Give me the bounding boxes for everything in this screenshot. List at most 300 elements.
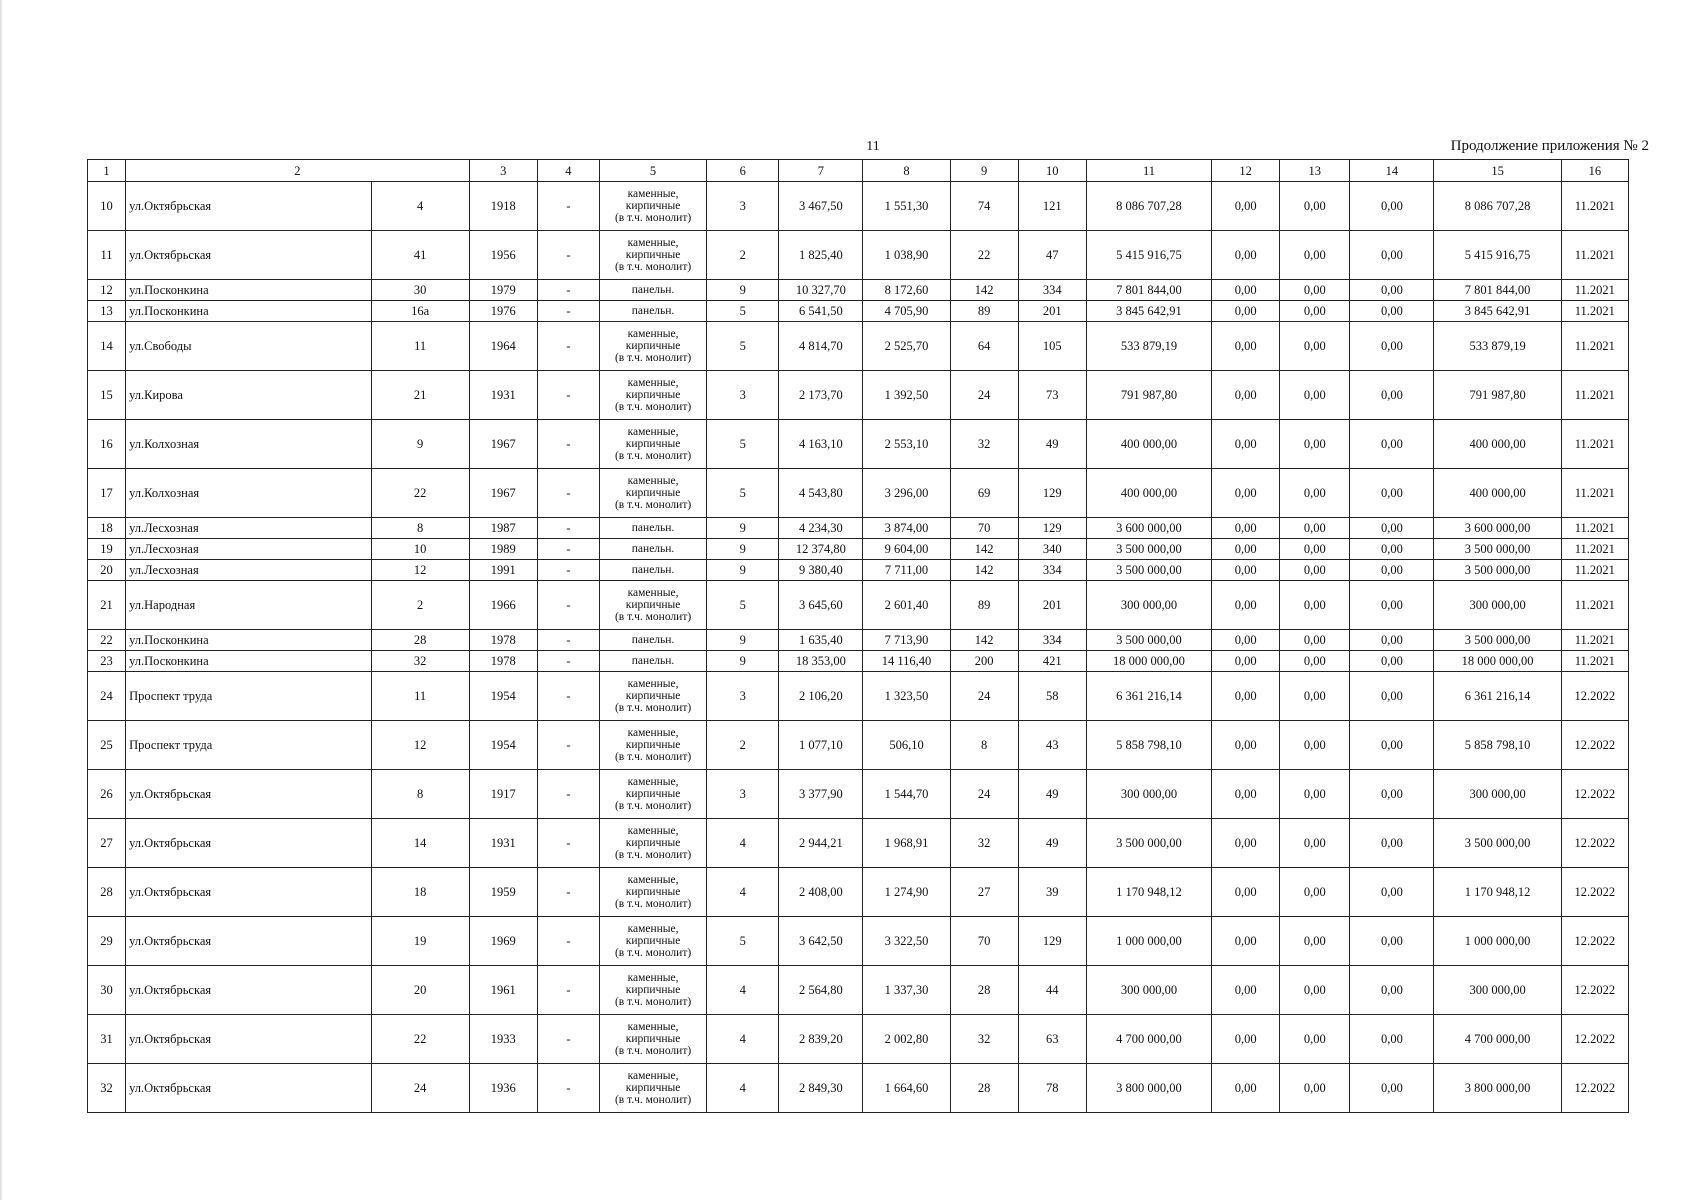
floors-cell: 5 xyxy=(707,322,779,371)
total-cost-cell: 4 700 000,00 xyxy=(1086,1015,1211,1064)
column-15-cell: 18 000 000,00 xyxy=(1434,651,1561,672)
floors-cell: 3 xyxy=(707,182,779,231)
deadline-cell: 12.2022 xyxy=(1561,917,1628,966)
column-12-cell: 0,00 xyxy=(1212,819,1280,868)
column-7-cell: 3 642,50 xyxy=(779,917,863,966)
column-8-cell: 1 274,90 xyxy=(863,868,950,917)
wall-material-line: каменные, xyxy=(627,678,679,690)
year-built-cell: 1967 xyxy=(469,420,537,469)
column-10-cell: 58 xyxy=(1018,672,1086,721)
house-number-cell: 11 xyxy=(371,322,469,371)
floors-cell: 4 xyxy=(707,1064,779,1113)
column-8-cell: 8 172,60 xyxy=(863,280,950,301)
table-row xyxy=(88,560,1629,581)
row-number-cell: 11 xyxy=(88,231,126,280)
table-row xyxy=(88,630,1629,651)
house-number-cell: 2 xyxy=(371,581,469,630)
column-10-cell: 44 xyxy=(1018,966,1086,1015)
column-10-cell: 334 xyxy=(1018,560,1086,581)
column-9-cell: 32 xyxy=(950,819,1018,868)
column-4-cell: - xyxy=(537,1064,599,1113)
column-7-cell: 2 944,21 xyxy=(779,819,863,868)
year-built-cell: 1967 xyxy=(469,469,537,518)
year-built-cell: 1989 xyxy=(469,539,537,560)
column-9-cell: 142 xyxy=(950,539,1018,560)
floors-cell: 2 xyxy=(707,721,779,770)
row-number-cell: 18 xyxy=(88,518,126,539)
column-14-cell: 0,00 xyxy=(1350,539,1434,560)
column-header: 4 xyxy=(537,160,599,182)
floors-cell: 5 xyxy=(707,301,779,322)
row-number-cell: 19 xyxy=(88,539,126,560)
total-cost-cell: 400 000,00 xyxy=(1086,420,1211,469)
floors-cell: 3 xyxy=(707,672,779,721)
column-12-cell: 0,00 xyxy=(1212,651,1280,672)
street-cell: Проспект труда xyxy=(126,672,371,721)
column-10-cell: 47 xyxy=(1018,231,1086,280)
deadline-cell: 11.2021 xyxy=(1561,322,1628,371)
house-number-cell: 30 xyxy=(371,280,469,301)
street-cell: ул.Октябрьская xyxy=(126,868,371,917)
column-4-cell: - xyxy=(537,371,599,420)
wall-material-line: кирпичные xyxy=(625,487,681,499)
wall-material-line: каменные, xyxy=(627,1070,679,1082)
wall-material-cell xyxy=(599,868,706,917)
year-built-cell: 1954 xyxy=(469,672,537,721)
table-row xyxy=(88,868,1629,917)
column-7-cell: 6 541,50 xyxy=(779,301,863,322)
total-cost-cell: 533 879,19 xyxy=(1086,322,1211,371)
wall-material-cell xyxy=(599,322,706,371)
total-cost-cell: 18 000 000,00 xyxy=(1086,651,1211,672)
floors-cell: 2 xyxy=(707,231,779,280)
column-7-cell: 1 077,10 xyxy=(779,721,863,770)
column-14-cell: 0,00 xyxy=(1350,1064,1434,1113)
column-13-cell: 0,00 xyxy=(1280,280,1350,301)
wall-material-cell xyxy=(599,1064,706,1113)
wall-material-line: кирпичные xyxy=(625,1033,681,1045)
table-row xyxy=(88,819,1629,868)
column-7-cell: 2 173,70 xyxy=(779,371,863,420)
column-15-cell: 3 800 000,00 xyxy=(1434,1064,1561,1113)
year-built-cell: 1931 xyxy=(469,819,537,868)
column-14-cell: 0,00 xyxy=(1350,651,1434,672)
table-row xyxy=(88,280,1629,301)
column-4-cell: - xyxy=(537,966,599,1015)
column-14-cell: 0,00 xyxy=(1350,630,1434,651)
year-built-cell: 1966 xyxy=(469,581,537,630)
year-built-cell: 1979 xyxy=(469,280,537,301)
column-10-cell: 49 xyxy=(1018,819,1086,868)
deadline-cell: 12.2022 xyxy=(1561,770,1628,819)
table-row xyxy=(88,651,1629,672)
column-4-cell: - xyxy=(537,651,599,672)
row-number-cell: 21 xyxy=(88,581,126,630)
total-cost-cell: 3 500 000,00 xyxy=(1086,539,1211,560)
column-14-cell: 0,00 xyxy=(1350,560,1434,581)
floors-cell: 3 xyxy=(707,371,779,420)
column-13-cell: 0,00 xyxy=(1280,1015,1350,1064)
wall-material-line: каменные, xyxy=(627,825,679,837)
column-10-cell: 334 xyxy=(1018,630,1086,651)
wall-material-line: каменные, xyxy=(627,475,679,487)
column-13-cell: 0,00 xyxy=(1280,672,1350,721)
column-13-cell: 0,00 xyxy=(1280,868,1350,917)
column-8-cell: 506,10 xyxy=(863,721,950,770)
row-number-cell: 15 xyxy=(88,371,126,420)
deadline-cell: 11.2021 xyxy=(1561,469,1628,518)
wall-material-line: кирпичные xyxy=(625,249,681,261)
wall-material-cell xyxy=(599,770,706,819)
year-built-cell: 1959 xyxy=(469,868,537,917)
column-13-cell: 0,00 xyxy=(1280,581,1350,630)
column-7-cell: 9 380,40 xyxy=(779,560,863,581)
column-14-cell: 0,00 xyxy=(1350,581,1434,630)
wall-material-line: каменные, xyxy=(627,1021,679,1033)
floors-cell: 5 xyxy=(707,581,779,630)
total-cost-cell: 5 415 916,75 xyxy=(1086,231,1211,280)
column-9-cell: 28 xyxy=(950,1064,1018,1113)
deadline-cell: 11.2021 xyxy=(1561,560,1628,581)
wall-material-cell xyxy=(599,420,706,469)
column-12-cell: 0,00 xyxy=(1212,1064,1280,1113)
floors-cell: 3 xyxy=(707,770,779,819)
deadline-cell: 12.2022 xyxy=(1561,819,1628,868)
total-cost-cell: 300 000,00 xyxy=(1086,966,1211,1015)
column-14-cell: 0,00 xyxy=(1350,420,1434,469)
wall-material-line: (в т.ч. монолит) xyxy=(614,996,692,1008)
column-15-cell: 1 170 948,12 xyxy=(1434,868,1561,917)
column-14-cell: 0,00 xyxy=(1350,182,1434,231)
house-number-cell: 12 xyxy=(371,721,469,770)
column-13-cell: 0,00 xyxy=(1280,651,1350,672)
year-built-cell: 1991 xyxy=(469,560,537,581)
total-cost-cell: 3 500 000,00 xyxy=(1086,819,1211,868)
column-15-cell: 791 987,80 xyxy=(1434,371,1561,420)
deadline-cell: 12.2022 xyxy=(1561,1015,1628,1064)
wall-material-line: (в т.ч. монолит) xyxy=(614,212,692,224)
column-9-cell: 64 xyxy=(950,322,1018,371)
year-built-cell: 1933 xyxy=(469,1015,537,1064)
column-12-cell: 0,00 xyxy=(1212,539,1280,560)
wall-material-line: кирпичные xyxy=(625,599,681,611)
column-13-cell: 0,00 xyxy=(1280,518,1350,539)
column-15-cell: 3 500 000,00 xyxy=(1434,560,1561,581)
total-cost-cell: 3 800 000,00 xyxy=(1086,1064,1211,1113)
deadline-cell: 11.2021 xyxy=(1561,371,1628,420)
page-number: 11 xyxy=(866,139,880,154)
column-15-cell: 400 000,00 xyxy=(1434,420,1561,469)
column-14-cell: 0,00 xyxy=(1350,518,1434,539)
house-number-cell: 24 xyxy=(371,1064,469,1113)
column-9-cell: 27 xyxy=(950,868,1018,917)
total-cost-cell: 3 500 000,00 xyxy=(1086,630,1211,651)
column-9-cell: 28 xyxy=(950,966,1018,1015)
house-number-cell: 20 xyxy=(371,966,469,1015)
column-4-cell: - xyxy=(537,420,599,469)
house-number-cell: 4 xyxy=(371,182,469,231)
wall-material-line: (в т.ч. монолит) xyxy=(614,751,692,763)
column-12-cell: 0,00 xyxy=(1212,182,1280,231)
wall-material-line: каменные, xyxy=(627,972,679,984)
table-row xyxy=(88,966,1629,1015)
column-12-cell: 0,00 xyxy=(1212,1015,1280,1064)
column-13-cell: 0,00 xyxy=(1280,966,1350,1015)
row-number-cell: 29 xyxy=(88,917,126,966)
floors-cell: 9 xyxy=(707,518,779,539)
column-header: 3 xyxy=(469,160,537,182)
column-10-cell: 121 xyxy=(1018,182,1086,231)
column-10-cell: 63 xyxy=(1018,1015,1086,1064)
column-15-cell: 1 000 000,00 xyxy=(1434,917,1561,966)
column-9-cell: 70 xyxy=(950,917,1018,966)
house-number-cell: 41 xyxy=(371,231,469,280)
column-8-cell: 2 002,80 xyxy=(863,1015,950,1064)
wall-material-line: каменные, xyxy=(627,923,679,935)
column-10-cell: 49 xyxy=(1018,420,1086,469)
column-4-cell: - xyxy=(537,630,599,651)
street-cell: ул.Октябрьская xyxy=(126,231,371,280)
column-header: 13 xyxy=(1280,160,1350,182)
column-8-cell: 3 874,00 xyxy=(863,518,950,539)
house-number-cell: 18 xyxy=(371,868,469,917)
column-12-cell: 0,00 xyxy=(1212,672,1280,721)
column-10-cell: 43 xyxy=(1018,721,1086,770)
row-number-cell: 31 xyxy=(88,1015,126,1064)
street-cell: ул.Октябрьская xyxy=(126,917,371,966)
wall-material-line: (в т.ч. монолит) xyxy=(614,499,692,511)
wall-material-line: кирпичные xyxy=(625,340,681,352)
table-row xyxy=(88,182,1629,231)
deadline-cell: 12.2022 xyxy=(1561,721,1628,770)
total-cost-cell: 400 000,00 xyxy=(1086,469,1211,518)
column-10-cell: 334 xyxy=(1018,280,1086,301)
column-13-cell: 0,00 xyxy=(1280,770,1350,819)
total-cost-cell: 3 845 642,91 xyxy=(1086,301,1211,322)
column-9-cell: 89 xyxy=(950,301,1018,322)
house-number-cell: 10 xyxy=(371,539,469,560)
column-12-cell: 0,00 xyxy=(1212,420,1280,469)
column-4-cell: - xyxy=(537,819,599,868)
column-12-cell: 0,00 xyxy=(1212,518,1280,539)
wall-material-line: каменные, xyxy=(627,328,679,340)
column-10-cell: 78 xyxy=(1018,1064,1086,1113)
row-number-cell: 16 xyxy=(88,420,126,469)
scan-edge-shadow xyxy=(0,0,3,1200)
column-4-cell: - xyxy=(537,539,599,560)
column-8-cell: 1 968,91 xyxy=(863,819,950,868)
floors-cell: 9 xyxy=(707,280,779,301)
column-8-cell: 1 038,90 xyxy=(863,231,950,280)
wall-material-line: (в т.ч. монолит) xyxy=(614,947,692,959)
column-8-cell: 2 601,40 xyxy=(863,581,950,630)
floors-cell: 9 xyxy=(707,539,779,560)
column-14-cell: 0,00 xyxy=(1350,672,1434,721)
column-7-cell: 4 814,70 xyxy=(779,322,863,371)
column-4-cell: - xyxy=(537,721,599,770)
column-9-cell: 8 xyxy=(950,721,1018,770)
street-cell: ул.Колхозная xyxy=(126,469,371,518)
column-10-cell: 340 xyxy=(1018,539,1086,560)
column-header: 14 xyxy=(1350,160,1434,182)
row-number-cell: 27 xyxy=(88,819,126,868)
column-8-cell: 1 544,70 xyxy=(863,770,950,819)
wall-material-line: каменные, xyxy=(627,587,679,599)
street-cell: ул.Посконкина xyxy=(126,651,371,672)
year-built-cell: 1936 xyxy=(469,1064,537,1113)
column-12-cell: 0,00 xyxy=(1212,560,1280,581)
street-cell: ул.Октябрьская xyxy=(126,1015,371,1064)
house-number-cell: 12 xyxy=(371,560,469,581)
column-14-cell: 0,00 xyxy=(1350,469,1434,518)
house-number-cell: 14 xyxy=(371,819,469,868)
street-cell: ул.Октябрьская xyxy=(126,182,371,231)
street-cell: ул.Посконкина xyxy=(126,630,371,651)
wall-material-line: каменные, xyxy=(627,776,679,788)
street-cell: ул.Лесхозная xyxy=(126,539,371,560)
year-built-cell: 1956 xyxy=(469,231,537,280)
wall-material-line: (в т.ч. монолит) xyxy=(614,261,692,273)
floors-cell: 5 xyxy=(707,469,779,518)
column-4-cell: - xyxy=(537,672,599,721)
column-15-cell: 5 415 916,75 xyxy=(1434,231,1561,280)
floors-cell: 9 xyxy=(707,560,779,581)
column-9-cell: 24 xyxy=(950,672,1018,721)
wall-material-line: (в т.ч. монолит) xyxy=(614,1045,692,1057)
column-header: 10 xyxy=(1018,160,1086,182)
house-number-cell: 22 xyxy=(371,469,469,518)
house-number-cell: 32 xyxy=(371,651,469,672)
total-cost-cell: 1 000 000,00 xyxy=(1086,917,1211,966)
column-15-cell: 3 500 000,00 xyxy=(1434,539,1561,560)
floors-cell: 5 xyxy=(707,917,779,966)
wall-material-cell xyxy=(599,581,706,630)
wall-material-line: (в т.ч. монолит) xyxy=(614,611,692,623)
column-15-cell: 300 000,00 xyxy=(1434,770,1561,819)
table-row xyxy=(88,539,1629,560)
table-row xyxy=(88,231,1629,280)
column-10-cell: 201 xyxy=(1018,581,1086,630)
deadline-cell: 11.2021 xyxy=(1561,420,1628,469)
column-10-cell: 201 xyxy=(1018,301,1086,322)
column-7-cell: 4 543,80 xyxy=(779,469,863,518)
year-built-cell: 1969 xyxy=(469,917,537,966)
column-12-cell: 0,00 xyxy=(1212,322,1280,371)
column-10-cell: 421 xyxy=(1018,651,1086,672)
row-number-cell: 17 xyxy=(88,469,126,518)
street-cell: ул.Октябрьская xyxy=(126,966,371,1015)
house-number-cell: 19 xyxy=(371,917,469,966)
column-14-cell: 0,00 xyxy=(1350,280,1434,301)
wall-material-cell xyxy=(599,721,706,770)
column-13-cell: 0,00 xyxy=(1280,819,1350,868)
house-number-cell: 8 xyxy=(371,518,469,539)
column-7-cell: 10 327,70 xyxy=(779,280,863,301)
column-8-cell: 1 392,50 xyxy=(863,371,950,420)
wall-material-cell: панельн. xyxy=(599,280,706,301)
street-cell: ул.Кирова xyxy=(126,371,371,420)
column-12-cell: 0,00 xyxy=(1212,630,1280,651)
total-cost-cell: 8 086 707,28 xyxy=(1086,182,1211,231)
table-row xyxy=(88,581,1629,630)
deadline-cell: 11.2021 xyxy=(1561,280,1628,301)
column-4-cell: - xyxy=(537,518,599,539)
column-13-cell: 0,00 xyxy=(1280,231,1350,280)
deadline-cell: 12.2022 xyxy=(1561,672,1628,721)
wall-material-line: каменные, xyxy=(627,426,679,438)
column-7-cell: 1 825,40 xyxy=(779,231,863,280)
row-number-cell: 14 xyxy=(88,322,126,371)
column-12-cell: 0,00 xyxy=(1212,770,1280,819)
wall-material-cell: панельн. xyxy=(599,651,706,672)
year-built-cell: 1961 xyxy=(469,966,537,1015)
column-10-cell: 73 xyxy=(1018,371,1086,420)
total-cost-cell: 3 500 000,00 xyxy=(1086,560,1211,581)
street-cell: ул.Лесхозная xyxy=(126,560,371,581)
column-4-cell: - xyxy=(537,770,599,819)
row-number-cell: 25 xyxy=(88,721,126,770)
year-built-cell: 1954 xyxy=(469,721,537,770)
deadline-cell: 12.2022 xyxy=(1561,966,1628,1015)
column-8-cell: 7 711,00 xyxy=(863,560,950,581)
street-cell: ул.Свободы xyxy=(126,322,371,371)
wall-material-line: кирпичные xyxy=(625,739,681,751)
column-13-cell: 0,00 xyxy=(1280,301,1350,322)
house-number-cell: 21 xyxy=(371,371,469,420)
column-7-cell: 12 374,80 xyxy=(779,539,863,560)
year-built-cell: 1987 xyxy=(469,518,537,539)
wall-material-cell: панельн. xyxy=(599,630,706,651)
wall-material-line: (в т.ч. монолит) xyxy=(614,702,692,714)
column-13-cell: 0,00 xyxy=(1280,539,1350,560)
row-number-cell: 12 xyxy=(88,280,126,301)
deadline-cell: 12.2022 xyxy=(1561,868,1628,917)
floors-cell: 4 xyxy=(707,868,779,917)
column-9-cell: 200 xyxy=(950,651,1018,672)
row-number-cell: 28 xyxy=(88,868,126,917)
street-cell: ул.Октябрьская xyxy=(126,819,371,868)
column-13-cell: 0,00 xyxy=(1280,1064,1350,1113)
total-cost-cell: 1 170 948,12 xyxy=(1086,868,1211,917)
column-8-cell: 1 337,30 xyxy=(863,966,950,1015)
column-8-cell: 1 323,50 xyxy=(863,672,950,721)
wall-material-line: (в т.ч. монолит) xyxy=(614,352,692,364)
column-9-cell: 142 xyxy=(950,280,1018,301)
wall-material-line: каменные, xyxy=(627,727,679,739)
column-7-cell: 3 467,50 xyxy=(779,182,863,231)
column-13-cell: 0,00 xyxy=(1280,721,1350,770)
column-9-cell: 32 xyxy=(950,1015,1018,1064)
table-row xyxy=(88,1015,1629,1064)
deadline-cell: 11.2021 xyxy=(1561,651,1628,672)
column-10-cell: 39 xyxy=(1018,868,1086,917)
column-7-cell: 4 234,30 xyxy=(779,518,863,539)
table-row xyxy=(88,518,1629,539)
street-cell: ул.Октябрьская xyxy=(126,770,371,819)
deadline-cell: 12.2022 xyxy=(1561,1064,1628,1113)
column-15-cell: 3 600 000,00 xyxy=(1434,518,1561,539)
column-15-cell: 300 000,00 xyxy=(1434,966,1561,1015)
wall-material-line: (в т.ч. монолит) xyxy=(614,800,692,812)
deadline-cell: 11.2021 xyxy=(1561,630,1628,651)
table-row xyxy=(88,721,1629,770)
column-9-cell: 24 xyxy=(950,371,1018,420)
column-header: 16 xyxy=(1561,160,1628,182)
column-15-cell: 3 500 000,00 xyxy=(1434,630,1561,651)
table-row xyxy=(88,301,1629,322)
year-built-cell: 1918 xyxy=(469,182,537,231)
deadline-cell: 11.2021 xyxy=(1561,539,1628,560)
